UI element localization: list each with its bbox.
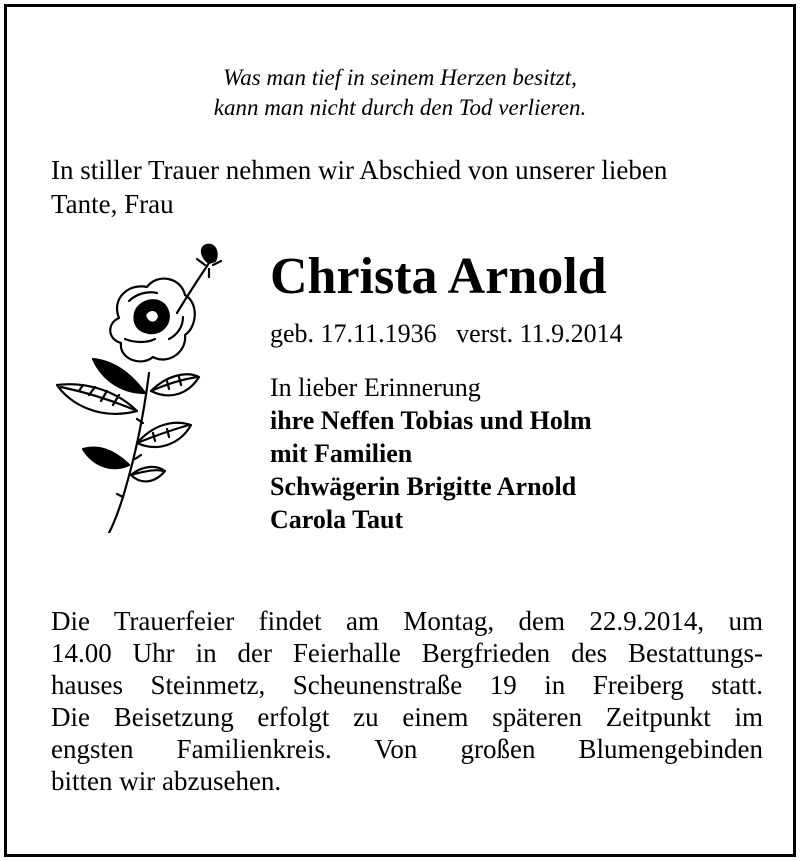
intro-text — [51, 153, 771, 221]
signer-line-3: Schwägerin Brigitte Arnold — [270, 472, 577, 501]
service-line-3: hauses Steinmetz, Scheunenstraße 19 in Freiberg statt. — [51, 670, 763, 700]
life-dates — [270, 317, 623, 351]
funeral-service-info — [51, 605, 763, 797]
service-line-2: 14.00 Uhr in der Feierhalle Bergfrieden des Bestattungs- — [51, 638, 763, 668]
rose-illustration-icon — [49, 243, 229, 533]
intro-line-1: In stiller Trauer nehmen wir Abschied von unserer lieben — [51, 155, 668, 185]
quote-line-2: kann man nicht durch den Tod verlieren. — [213, 95, 587, 120]
signers-intro: In lieber Erinnerung — [270, 373, 481, 402]
service-line-5: engsten Familienkreis. Von großen Blumengebinden — [51, 734, 763, 764]
birth-date: geb. 17.11.1936 — [270, 319, 437, 348]
deceased-name: Christa Arnold — [270, 248, 607, 305]
death-date: verst. 11.9.2014 — [456, 319, 623, 348]
service-line-6: bitten wir abzusehen. — [51, 766, 282, 796]
intro-line-2: Tante, Frau — [51, 189, 174, 219]
obituary-frame — [4, 4, 796, 857]
signers-block — [270, 371, 592, 536]
service-line-4: Die Beisetzung erfolgt zu einem späteren Zeitpunkt im — [51, 702, 763, 732]
signer-line-1: ihre Neffen Tobias und Holm — [270, 406, 592, 435]
memorial-quote — [7, 63, 793, 123]
signer-line-4: Carola Taut — [270, 505, 404, 534]
quote-line-1: Was man tief in seinem Herzen besitzt, — [223, 65, 577, 90]
service-line-1: Die Trauerfeier findet am Montag, dem 22.9.2014, um — [51, 606, 763, 636]
signer-line-2: mit Familien — [270, 439, 413, 468]
